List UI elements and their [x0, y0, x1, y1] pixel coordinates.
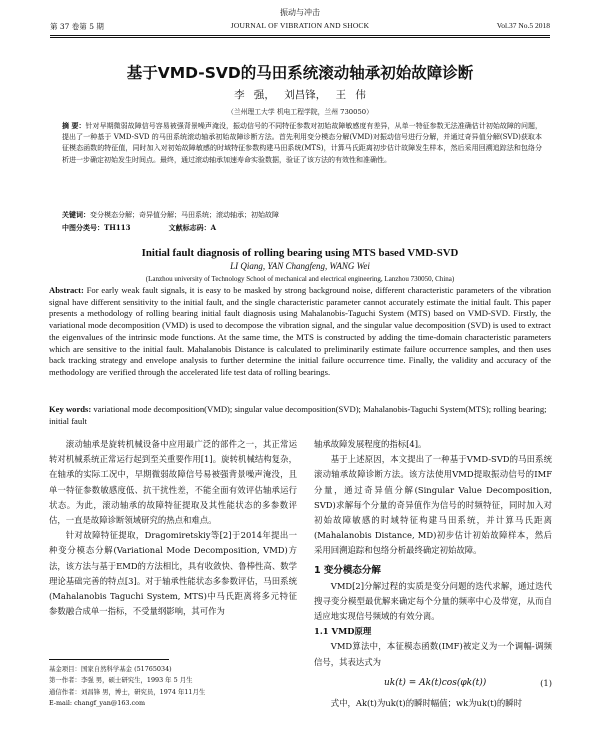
abstract-cn-label: 摘 要： [62, 121, 86, 130]
subsection-heading: 1.1 VMD原理 [314, 626, 372, 637]
running-header-volume-en: Vol.37 No.5 2018 [496, 21, 550, 30]
body-column-right [314, 437, 552, 711]
body-paragraph: 基于上述原因，本文提出了一种基于VMD-SVD的马田系统滚动轴承故障诊断方法。该方法使用VMD提取振动信号的IMF分量，通过奇异值分解(Singular Value Decomposition, SVD)求解每个分量的奇异值作为信号的时频特征，同时加入对初始故障敏感的时域特征构建马田系统，并计算马氏距离(Mahalanobis Distance, MD)初步估计初始故障样本，然后采用回溯追踪和包络分析最终确定初始故障。 [314, 454, 552, 556]
footnote-first-author: 第一作者：李强 男，硕士研究生，1993 年 5 月生 [49, 676, 193, 685]
footnote-corresponding-author: 通信作者：刘昌锋 男，博士，研究员，1974 年11月生 [49, 687, 206, 696]
abstract-en-label: Abstract: [49, 285, 84, 295]
header-double-rule [50, 35, 550, 38]
abstract-cn-text: 针对早期微弱故障信号容易被强背景噪声淹没，振动信号的不同特征参数对初始故障敏感度有差异，从单一特征参数无法准确估计初始故障的问题，提出了一种基于 VMD-SVD 的马田系统滚动轴承初始故障诊断方法。首先利用变分模态分解(VMD)对振动信号进行分解，并通过奇异值分解(SVD)获取本征模态函数的特征值，同时加入对初始故障敏感的时域特征参数构建马田系统(MTS)，计算马氏距离初步估计故障发生样本，然后采用回溯追踪法和包络分析进一步确定初始发生时间点。最终，通过滚动轴承加速寿命实验数据，验证了该方法的有效性和准确性。 [62, 122, 542, 164]
body-paragraph: 式中，Ak(t)为uk(t)的瞬时幅值；wk为uk(t)的瞬时 [330, 697, 523, 708]
abstract-en-text: For early weak fault signals, it is easy to be masked by strong background noise, different characteristic parameters of the vibration signal have different sensitivity to the initial fault, and the single characteristic parameter cannot accurately estimate the initial fault. This paper presents a methodology of rolling bearing initial fault diagnosis using Mahalanobis-Taguchi System (MTS) based on VMD-SVD. Firstly, the variational mode decomposition (VMD) is used to decompose the vibration signal, and the singular value decomposition (SVD) is used to extract the eigenvalues of the intrinsic mode functions. At the same time, the MTS is constructed by adding the time-domain characteristic parameters which are sensitive to the initial fault. Mahalanobis Distance is calculated to preliminarily estimate failure occurrence samples, and then uses back tracking strategy and envelope analysis to further determine the initial failure occurrence time. Finally, the validity and accuracy of the methodology are verified through the accelerated life test data of rolling bearings. [49, 285, 551, 377]
keywords-cn-label: 关键词： [62, 210, 90, 219]
keywords-en-label: Key words: [49, 404, 92, 414]
body-paragraph: VMD[2]分解过程的实质是变分问题的迭代求解，通过迭代搜寻变分模型最优解来确定每个分量的频率中心及带宽，从而自适应地实现信号频域的有效分离。 [314, 580, 552, 622]
body-paragraph: 轴承故障发展程度的指标[4]。 [314, 439, 427, 449]
abstract-cn [62, 120, 542, 166]
running-header-journal-en: JOURNAL OF VIBRATION AND SHOCK [230, 21, 370, 30]
footnote-email: E-mail: changf_yan@163.com [49, 698, 146, 707]
running-header-volume-cn: 第 37 卷第 5 期 [50, 22, 104, 31]
footnote-rule [49, 659, 169, 660]
body-paragraph: 滚动轴承是旋转机械设备中应用最广泛的部件之一，其正常运转对机械系统正常运行起到至关重要作用[1]。旋转机械结构复杂，在轴承的实际工况中，早期微弱故障信号易被强背景噪声淹没，且单一特征参数敏感度低、抗干扰性差，不能全面有效评估轴承运行状态。为此，滚动轴承的故障特征提取及其性能状态的多参数评估，一直是故障诊断领域研究的热点和难点。 [49, 439, 297, 526]
equation-1 [314, 672, 552, 694]
affiliation-en: (Lanzhou university of Technology School of mechanical and electrical engineering, Lanzhou 730050, China) [145, 275, 455, 283]
equation-body: uk(t) = Ak(t)cos(φk(t)) [384, 677, 487, 688]
footnote-funding: 基金项目：国家自然科学基金 (51765034) [49, 665, 172, 673]
equation-number: (1) [540, 677, 552, 688]
body-paragraph: VMD算法中，本征模态函数(IMF)被定义为一个调幅-调频信号，其表达式为 [314, 641, 552, 667]
running-header [50, 21, 550, 33]
classification-cn [62, 223, 542, 233]
keywords-cn-text: 变分模态分解；奇异值分解；马田系统；滚动轴承；初始故障 [90, 211, 279, 219]
keywords-en [49, 404, 551, 427]
running-header-journal-cn: 振动与冲击 [280, 8, 320, 17]
authors-en: LI Qiang, YAN Changfeng, WANG Wei [230, 261, 370, 271]
keywords-en-text: variational mode decomposition(VMD); singular value decomposition(SVD); Mahalanobis-Taguchi System(MTS); rolling bearing; initial fault [49, 404, 547, 426]
abstract-en [49, 285, 551, 379]
keywords-cn [62, 210, 542, 220]
clc-number: 中图分类号：TH113 [62, 223, 131, 232]
section-heading: 1 变分模态分解 [314, 564, 381, 576]
body-paragraph: 针对故障特征提取，Dragomiretskiy等[2]于2014年提出一种变分模态分解(Variational Mode Decomposition, VMD)方法，该方法与基于EMD的方法相比，具有收敛快、鲁棒性高、数学理论基础完善的特点[3]。对于轴承性能状态多参数评估，马田系统(Mahalanobis Taguchi System, MTS)中马氏距离将多元特征参数融合成单一指标，不受量纲影响，其可作为 [49, 530, 297, 617]
paper-title-en: Initial fault diagnosis of rolling bearing using MTS based VMD-SVD [141, 247, 459, 259]
paper-title-cn: 基于VMD-SVD的马田系统滚动轴承初始故障诊断 [126, 64, 474, 82]
body-column-left [49, 437, 297, 619]
authors-cn: 李 强， 刘昌锋， 王 伟 [234, 89, 366, 101]
affiliation-cn: （兰州理工大学 机电工程学院，兰州 730050） [227, 108, 373, 116]
footnotes [49, 664, 299, 709]
document-code: 文献标志码：A [168, 223, 217, 232]
